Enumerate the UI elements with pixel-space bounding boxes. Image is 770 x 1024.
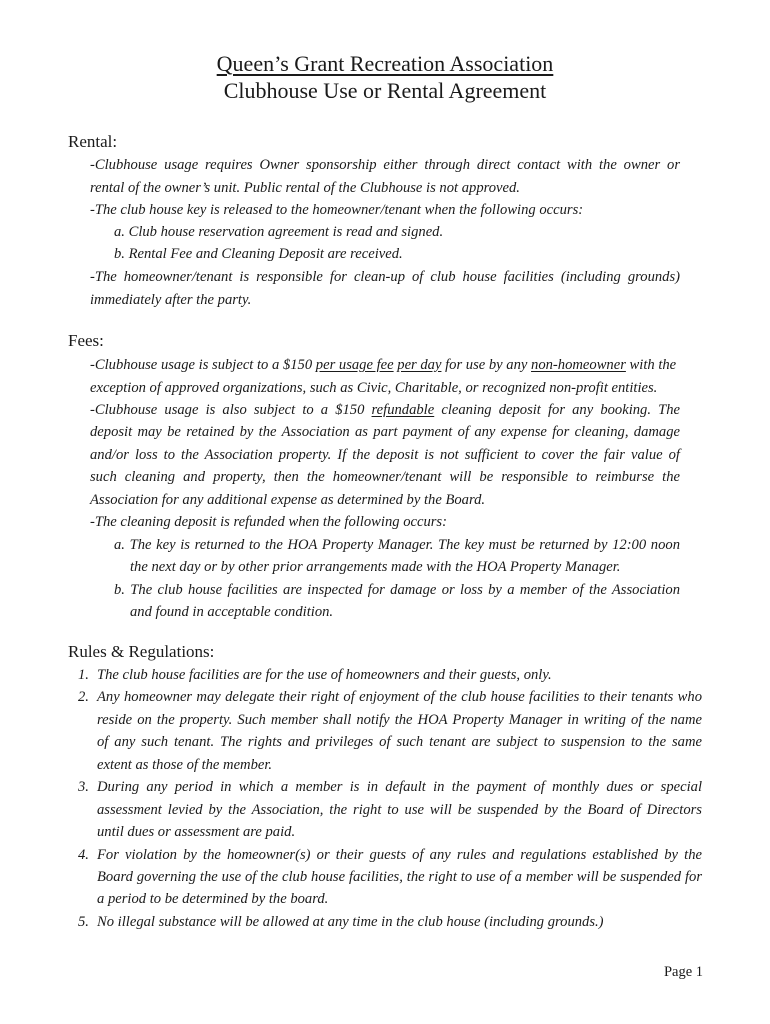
rule-number: 4.: [78, 847, 89, 863]
rule-line: a period to be determined by the board.: [97, 891, 329, 907]
rental-line: -The club house key is released to the homeowner/tenant when the following occurs:: [90, 202, 584, 218]
fees-line: -The cleaning deposit is refunded when the following occurs:: [90, 514, 447, 530]
rules-heading: Rules & Regulations:: [68, 642, 215, 661]
rental-heading: Rental:: [68, 132, 118, 151]
rule-line: During any period in which a member is in default in the payment of monthly dues or special: [97, 779, 702, 795]
rule-line: Board governing the use of the club house facilities, the right to use of a member will be suspended for: [97, 869, 702, 885]
rule-line: of any such tenant. The rights and privileges of such tenant are subject to suspension to the same: [97, 734, 702, 750]
fees-line: Association for any additional expense as determined by the Board.: [90, 492, 486, 508]
rule-line: reside on the property. Such member shall notify the HOA Property Manager in writing of the name: [97, 712, 702, 728]
fees-line: such cleaning and property, then the homeowner/tenant will be responsible to reimburse the: [90, 469, 680, 485]
rule-line: until dues or assessment are paid.: [97, 824, 296, 840]
fees-heading: Fees:: [68, 331, 104, 350]
fees-subitem: a. The key is returned to the HOA Property Manager. The key must be returned by 12:00 noon: [114, 537, 680, 553]
rental-line: -The homeowner/tenant is responsible for clean-up of club house facilities (including grounds): [90, 269, 680, 285]
rental-line: -Clubhouse usage requires Owner sponsorship either through direct contact with the owner or: [90, 157, 680, 173]
rule-line: Any homeowner may delegate their right of enjoyment of the club house facilities to their tenants who: [97, 689, 702, 705]
rule-line: No illegal substance will be allowed at any time in the club house (including grounds.): [97, 914, 604, 930]
rule-number: 1.: [78, 667, 89, 683]
rule-line: assessment levied by the Association, the right to use will be suspended by the Board of Directors: [97, 802, 702, 818]
document-title: Queen’s Grant Recreation Association: [216, 51, 554, 76]
rental-subitem: a. Club house reservation agreement is read and signed.: [114, 224, 444, 240]
fees-line: -Clubhouse usage is subject to a $150 per usage fee per day for use by any non-homeowner with the: [90, 357, 677, 373]
fees-line: -Clubhouse usage is also subject to a $150 refundable cleaning deposit for any booking. The: [90, 402, 680, 418]
page-number: Page 1: [663, 964, 703, 980]
rule-number: 3.: [78, 779, 89, 795]
document-subtitle: Clubhouse Use or Rental Agreement: [223, 78, 547, 103]
fees-line: deposit may be retained by the Association as part payment of any expense for cleaning, damage: [90, 424, 680, 440]
fees-line: and/or loss to the Association property. If the deposit is not sufficient to cover the fair value of: [90, 447, 680, 463]
rule-line: extent as those of the member.: [97, 757, 273, 773]
rule-number: 2.: [78, 689, 89, 705]
rental-line: immediately after the party.: [90, 292, 252, 308]
rental-subitem: b. Rental Fee and Cleaning Deposit are received.: [114, 246, 403, 262]
rule-line: The club house facilities are for the use of homeowners and their guests, only.: [97, 667, 552, 683]
rental-line: rental of the owner’s unit. Public rental of the Clubhouse is not approved.: [90, 180, 520, 196]
fees-subitem: and found in acceptable condition.: [130, 604, 334, 620]
rule-line: For violation by the homeowner(s) or their guests of any rules and regulations established by the: [97, 847, 702, 863]
fees-subitem: b. The club house facilities are inspected for damage or loss by a member of the Association: [114, 582, 680, 598]
fees-subitem: the next day or by other prior arrangements made with the HOA Property Manager.: [130, 559, 621, 575]
rule-number: 5.: [78, 914, 89, 930]
fees-line: exception of approved organizations, such as Civic, Charitable, or recognized non-profit entities.: [90, 380, 658, 396]
